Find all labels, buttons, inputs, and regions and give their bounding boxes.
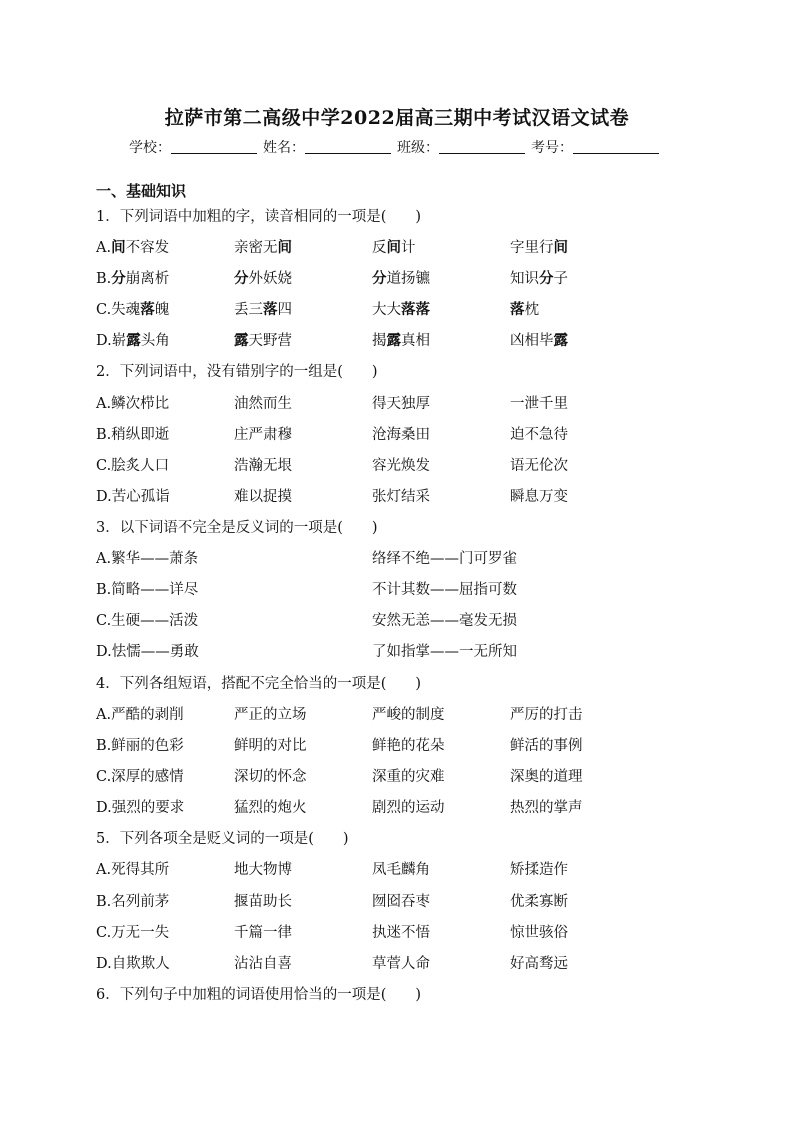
- option-text: B.分崩离析: [96, 270, 170, 287]
- option-text: 反间计: [372, 239, 416, 256]
- option-text: 惊世骇俗: [510, 925, 568, 941]
- option-text: 揭露真相: [372, 332, 430, 349]
- option-text: 鲜明的对比: [234, 738, 307, 754]
- student-info-line: [0, 137, 794, 157]
- question-4-stem: 4．下列各组短语，搭配不完全恰当的一项是( ): [96, 676, 422, 692]
- option-text: A.死得其所: [96, 862, 170, 878]
- option-text: 分道扬镳: [372, 270, 430, 287]
- option-text: 络绎不绝——门可罗雀: [372, 551, 517, 567]
- option-text: 亲密无间: [234, 239, 292, 256]
- option-text: 了如指掌——一无所知: [372, 644, 517, 660]
- option-text: 不计其数——屈指可数: [372, 582, 517, 598]
- option-text: 庄严肃穆: [234, 427, 292, 443]
- exam-title: 拉萨市第二高级中学2022届高三期中考试汉语文试卷: [164, 107, 630, 129]
- exam-number-label: 考号：: [531, 140, 573, 156]
- class-label: 班级：: [397, 140, 439, 156]
- question-3-stem: 3．以下词语不完全是反义词的一项是( ): [96, 520, 378, 536]
- option-text: A.鳞次栉比: [96, 396, 170, 412]
- option-text: 浩瀚无垠: [234, 458, 292, 474]
- option-text: 揠苗助长: [234, 894, 292, 910]
- option-text: 字里行间: [510, 239, 568, 256]
- option-text: 沧海桑田: [372, 427, 430, 443]
- option-text: 猛烈的炮火: [234, 800, 307, 816]
- option-text: 知识分子: [510, 270, 568, 287]
- option-text: C.脍炙人口: [96, 458, 170, 474]
- option-text: 鲜艳的花朵: [372, 738, 445, 754]
- option-text: 草菅人命: [372, 956, 430, 972]
- option-text: 张灯结采: [372, 489, 430, 505]
- question-2-stem: 2．下列词语中，没有错别字的一组是( ): [96, 364, 378, 380]
- option-text: 千篇一律: [234, 925, 292, 941]
- option-text: 深重的灾难: [372, 769, 445, 785]
- option-text: 一泄千里: [510, 396, 568, 412]
- name-blank[interactable]: [305, 139, 391, 154]
- option-text: 深切的怀念: [234, 769, 307, 785]
- option-text: 沾沾自喜: [234, 956, 292, 972]
- option-text: 落枕: [510, 301, 539, 318]
- option-text: 瞬息万变: [510, 489, 568, 505]
- option-text: D.强烈的要求: [96, 800, 185, 816]
- option-text: B.简略——详尽: [96, 582, 199, 598]
- school-blank[interactable]: [171, 139, 257, 154]
- option-text: D.自欺欺人: [96, 956, 170, 972]
- option-text: 语无伦次: [510, 458, 568, 474]
- option-text: 执迷不悟: [372, 925, 430, 941]
- option-text: 严峻的制度: [372, 707, 445, 723]
- option-text: 矫揉造作: [510, 862, 568, 878]
- option-text: 容光焕发: [372, 458, 430, 474]
- option-text: A.严酷的剥削: [96, 707, 184, 723]
- option-text: D.怯懦——勇敢: [96, 644, 199, 660]
- option-text: 深奥的道理: [510, 769, 583, 785]
- option-text: 凤毛麟角: [372, 862, 430, 878]
- option-text: C.失魂落魄: [96, 301, 170, 318]
- class-blank[interactable]: [439, 139, 525, 154]
- option-text: 囫囵吞枣: [372, 894, 430, 910]
- option-text: 露天野营: [234, 332, 292, 349]
- option-text: B.名列前茅: [96, 894, 170, 910]
- option-text: 严正的立场: [234, 707, 307, 723]
- option-text: C.深厚的感情: [96, 769, 184, 785]
- option-text: 得天独厚: [372, 396, 430, 412]
- option-text: B.鲜丽的色彩: [96, 738, 184, 754]
- school-label: 学校：: [129, 140, 171, 156]
- option-text: 油然而生: [234, 396, 292, 412]
- option-text: 迫不急待: [510, 427, 568, 443]
- option-text: 严厉的打击: [510, 707, 583, 723]
- option-text: 分外妖娆: [234, 270, 292, 287]
- option-text: A.繁华——萧条: [96, 551, 199, 567]
- exam-number-blank[interactable]: [573, 139, 659, 154]
- option-text: D.崭露头角: [96, 332, 170, 349]
- option-text: C.万无一失: [96, 925, 170, 941]
- option-text: 难以捉摸: [234, 489, 292, 505]
- question-5-stem: 5．下列各项全是贬义词的一项是( ): [96, 831, 349, 847]
- name-label: 姓名：: [263, 140, 305, 156]
- question-6-stem: 6．下列句子中加粗的词语使用恰当的一项是( ): [96, 987, 422, 1003]
- option-text: D.苦心孤诣: [96, 489, 170, 505]
- option-text: 剧烈的运动: [372, 800, 445, 816]
- option-text: 优柔寡断: [510, 894, 568, 910]
- option-text: A.间不容发: [96, 239, 170, 256]
- option-text: 好高骛远: [510, 956, 568, 972]
- option-text: B.稍纵即逝: [96, 427, 170, 443]
- option-text: 安然无恙——毫发无损: [372, 613, 517, 629]
- section-heading: 一、基础知识: [96, 182, 187, 200]
- option-text: 大大落落: [372, 301, 430, 318]
- option-text: C.生硬——活泼: [96, 613, 199, 629]
- option-text: 热烈的掌声: [510, 800, 583, 816]
- question-1-stem: 1．下列词语中加粗的字，读音相同的一项是( ): [96, 209, 422, 225]
- option-text: 地大物博: [234, 862, 292, 878]
- option-text: 凶相毕露: [510, 332, 568, 349]
- option-text: 鲜活的事例: [510, 738, 583, 754]
- option-text: 丢三落四: [234, 301, 292, 318]
